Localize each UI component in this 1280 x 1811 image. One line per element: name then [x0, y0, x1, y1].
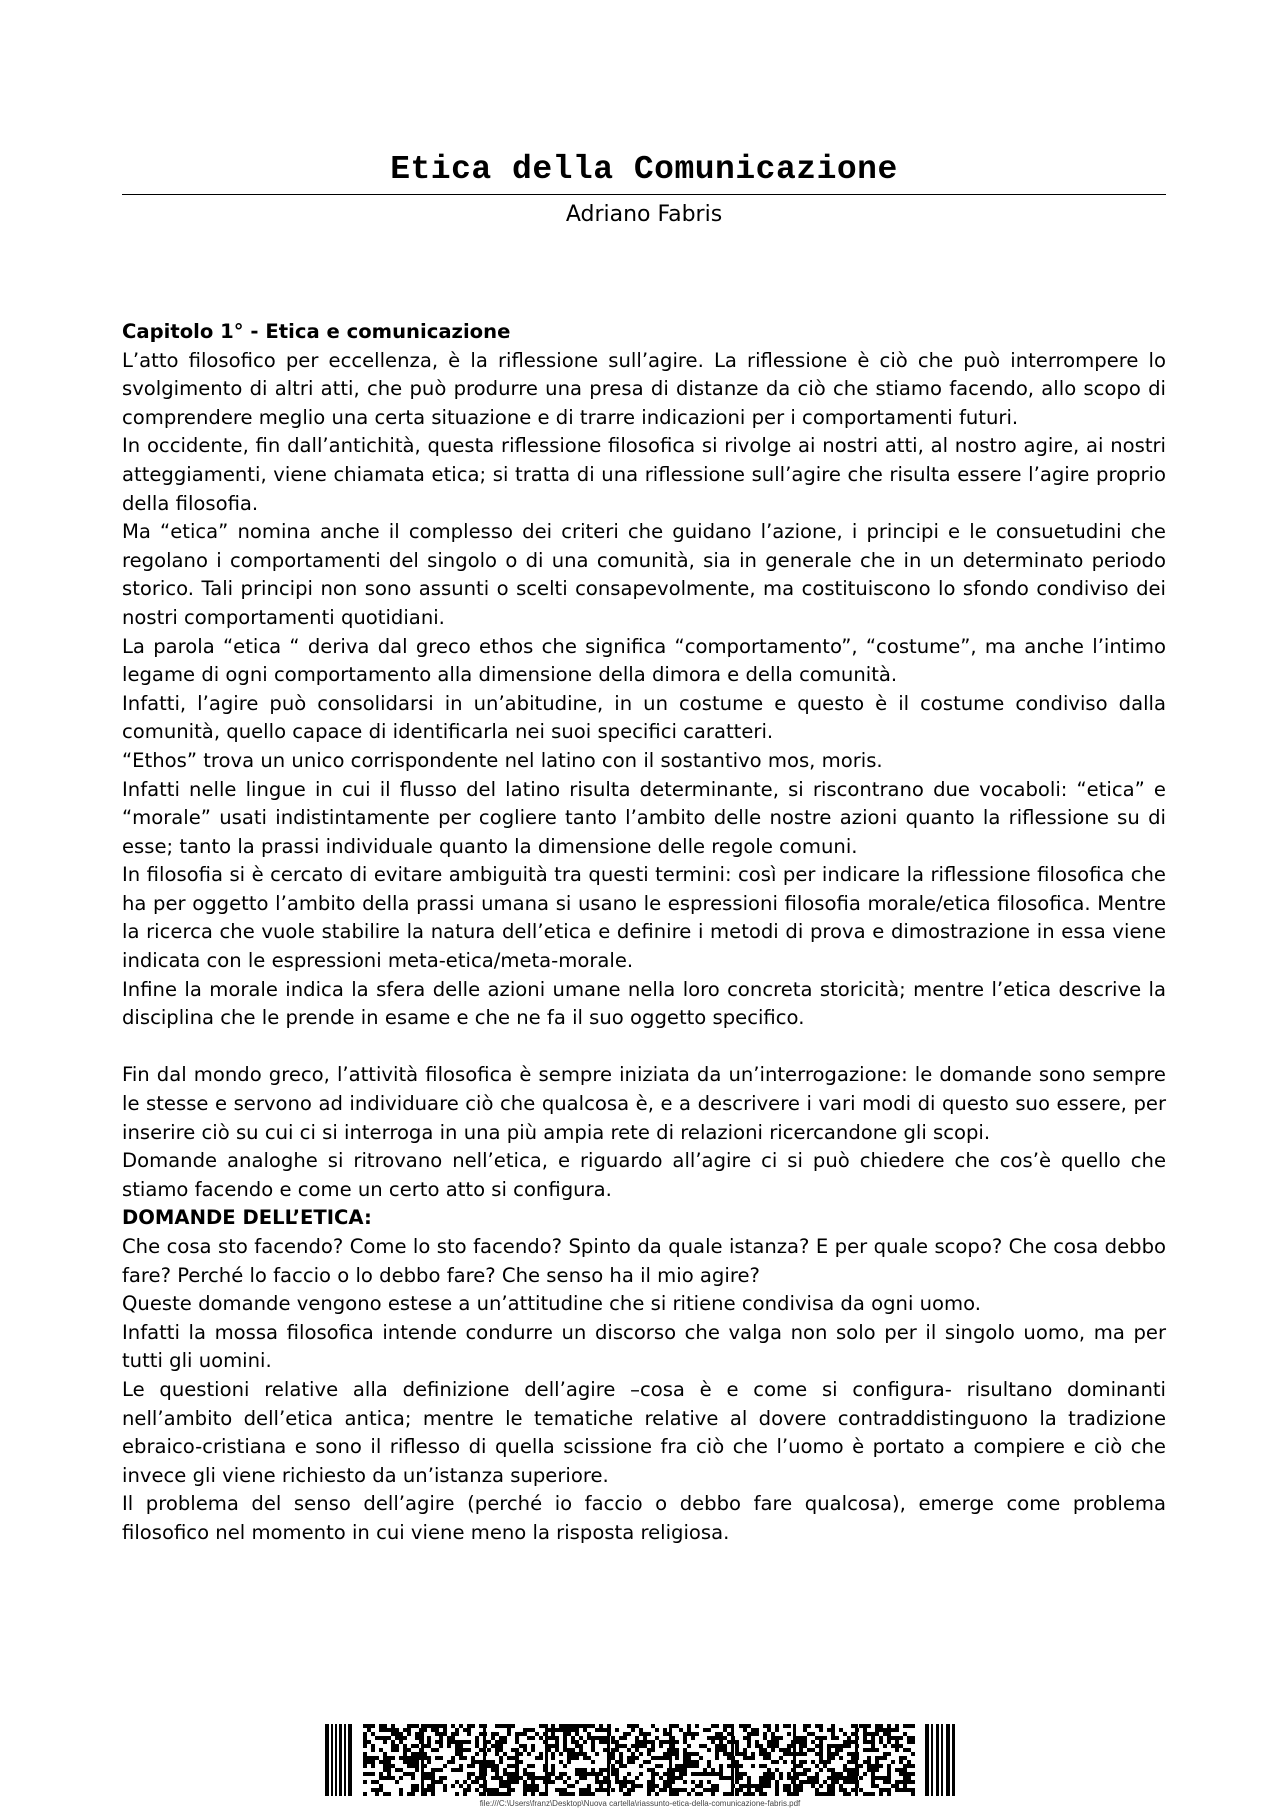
file-path: file:///C:\Users\franz\Desktop\Nuova cartella\riassunto-etica-della-comunicazione-fabris.pdf [479, 1799, 801, 1808]
paragraph: Fin dal mondo greco, l’attività filosofica è sempre iniziata da un’interrogazione: le domande sono sempre le stesse e servono ad individuare ciò che qualcosa è, e a descrivere i vari modi di questo suo essere, per inserire ciò su cui ci si interroga in una più ampia rete di relazioni ricercandone gli scopi. [122, 1063, 1166, 1144]
chapter-body [122, 318, 1166, 1548]
paragraph: In filosofia si è cercato di evitare ambiguità tra questi termini: così per indicare la riflessione filosofica che ha per oggetto l’ambito della prassi umana si usano le espressioni filosofia morale/etica filosofica. Mentre la ricerca che vuole stabilire la natura dell’etica e definire i metodi di prova e dimostrazione in essa viene indicata con le espressioni meta-etica/meta-morale. [122, 863, 1166, 973]
paragraph: Queste domande vengono estese a un’attitudine che si ritiene condivisa da ogni uomo. [122, 1292, 981, 1316]
paragraph: “Ethos” trova un unico corrispondente nel latino con il sostantivo mos, moris. [122, 748, 883, 772]
paragraph: La parola “etica “ deriva dal greco ethos che significa “comportamento”, “costume”, ma anche l’intimo legame di ogni comportamento alla dimensione della dimora e della comunità. [122, 634, 1166, 687]
document-author: Adriano Fabris [565, 202, 723, 227]
paragraph: In occidente, fin dall’antichità, questa riflessione filosofica si rivolge ai nostri atti, al nostro agire, ai nostri atteggiamenti, viene chiamata etica; si tratta di una riflessione sull’agire che risulta essere l’agire proprio della filosofia. [122, 434, 1166, 515]
chapter-heading: Capitolo 1° - Etica e comunicazione [122, 320, 511, 343]
paragraph: Il problema del senso dell’agire (perché io faccio o debbo fare qualcosa), emerge come problema filosofico nel momento in cui viene meno la risposta religiosa. [122, 1492, 1166, 1544]
paragraph: Domande analoghe si ritrovano nell’etica, e riguardo all’agire ci si può chiedere che cos’è quello che stiamo facendo e come un certo atto si configura. [122, 1149, 1166, 1201]
barcode-graphic [325, 1724, 955, 1796]
paragraph: Infatti nelle lingue in cui il flusso del latino risulta determinante, si riscontrano due vocaboli: “etica” e “morale” usati indistintamente per cogliere tanto l’ambito delle nostre azioni quanto la riflessione su di esse; tanto la prassi individuale quanto la dimensione delle regole comuni. [122, 777, 1166, 858]
paragraph: Infatti la mossa filosofica intende condurre un discorso che valga non solo per il singolo uomo, ma per tutti gli uomini. [122, 1320, 1166, 1373]
paragraph-gap [122, 1033, 1166, 1062]
document-title: Etica della Comunicazione [390, 151, 898, 188]
page-footer [0, 1724, 1280, 1808]
paragraph: Infine la morale indica la sfera delle azioni umane nella loro concreta storicità; mentre l’etica descrive la disciplina che le prende in esame e che ne fa il suo oggetto specifico. [122, 977, 1166, 1030]
paragraph: Le questioni relative alla definizione dell’agire –cosa è e come si configura- risultano dominanti nell’ambito dell’etica antica; mentre le tematiche relative al dovere contraddistinguono la tradizione ebraico-cristiana e sono il riflesso di quella scissione fra ciò che l’uomo è portato a compiere e ciò che invece gli viene richiesto da un’istanza superiore. [122, 1377, 1166, 1487]
title-divider [122, 194, 1166, 195]
paragraph: Ma “etica” nomina anche il complesso dei criteri che guidano l’azione, i principi e le consuetudini che regolano i comportamenti del singolo o di una comunità, sia in generale che in un determinato periodo storico. Tali principi non sono assunti o scelti consapevolmente, ma costituiscono lo sfondo condiviso dei nostri comportamenti quotidiani. [122, 520, 1166, 629]
paragraph: Che cosa sto facendo? Come lo sto facendo? Spinto da quale istanza? E per quale scopo? Che cosa debbo fare? Perché lo faccio o lo debbo fare? Che senso ha il mio agire? [122, 1235, 1166, 1287]
section-subheading: DOMANDE DELL’ETICA: [122, 1206, 372, 1230]
paragraph: Infatti, l’agire può consolidarsi in un’abitudine, in un costume e questo è il costume condiviso dalla comunità, quello capace di identificarla nei suoi specifici caratteri. [122, 691, 1166, 744]
title-block [122, 150, 1166, 229]
paragraph: L’atto filosofico per eccellenza, è la riflessione sull’agire. La riflessione è ciò che può interrompere lo svolgimento di altri atti, che può produrre una presa di distanze da ciò che stiamo facendo, allo scopo di comprendere meglio una certa situazione e di trarre indicazioni per i comportamenti futuri. [122, 348, 1166, 429]
